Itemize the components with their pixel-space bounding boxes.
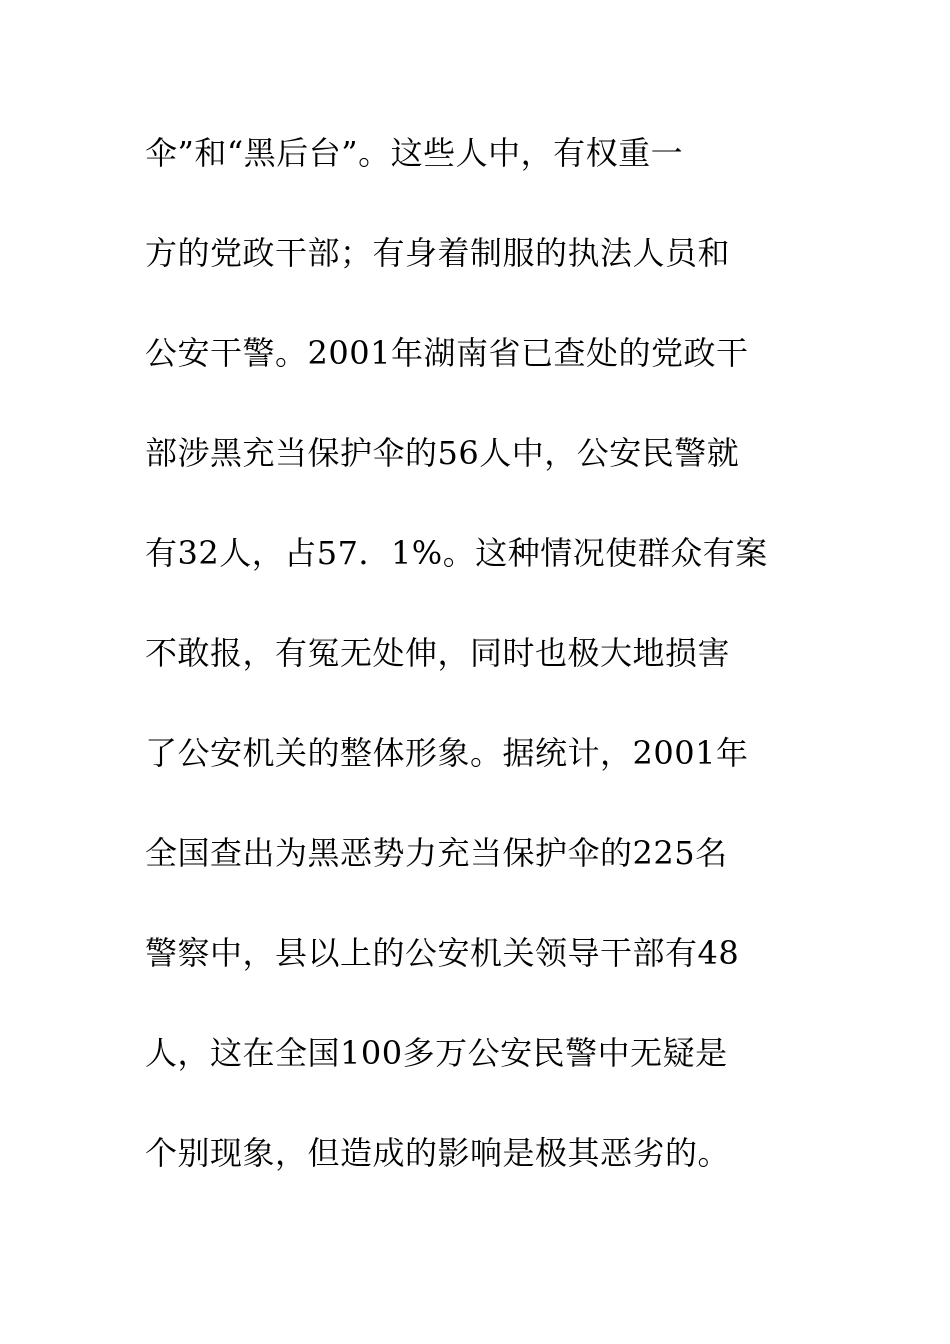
text-line: 警察中，县以上的公安机关领导干部有48	[145, 934, 740, 972]
text-line: 方的党政干部；有身着制服的执法人员和	[145, 234, 731, 272]
text-line: 不敢报，有冤无处伸，同时也极大地损害	[145, 634, 731, 672]
text-line: 人，这在全国100多万公安民警中无疑是	[145, 1034, 728, 1072]
body-paragraph	[145, 124, 825, 1224]
text-line: 个别现象，但造成的影响是极其恶劣的。	[145, 1134, 731, 1172]
text-line: 有32人，占57．1%。这种情况使群众有案	[145, 534, 768, 572]
text-line: 了公安机关的整体形象。据统计，2001年	[145, 734, 749, 772]
text-line: 部涉黑充当保护伞的56人中，公安民警就	[145, 434, 740, 472]
text-line: 伞”和“黑后台”。这些人中，有权重一	[145, 134, 684, 172]
text-line: 公安干警。2001年湖南省已查处的党政干	[145, 334, 749, 372]
text-line: 全国查出为黑恶势力充当保护伞的225名	[145, 834, 728, 872]
